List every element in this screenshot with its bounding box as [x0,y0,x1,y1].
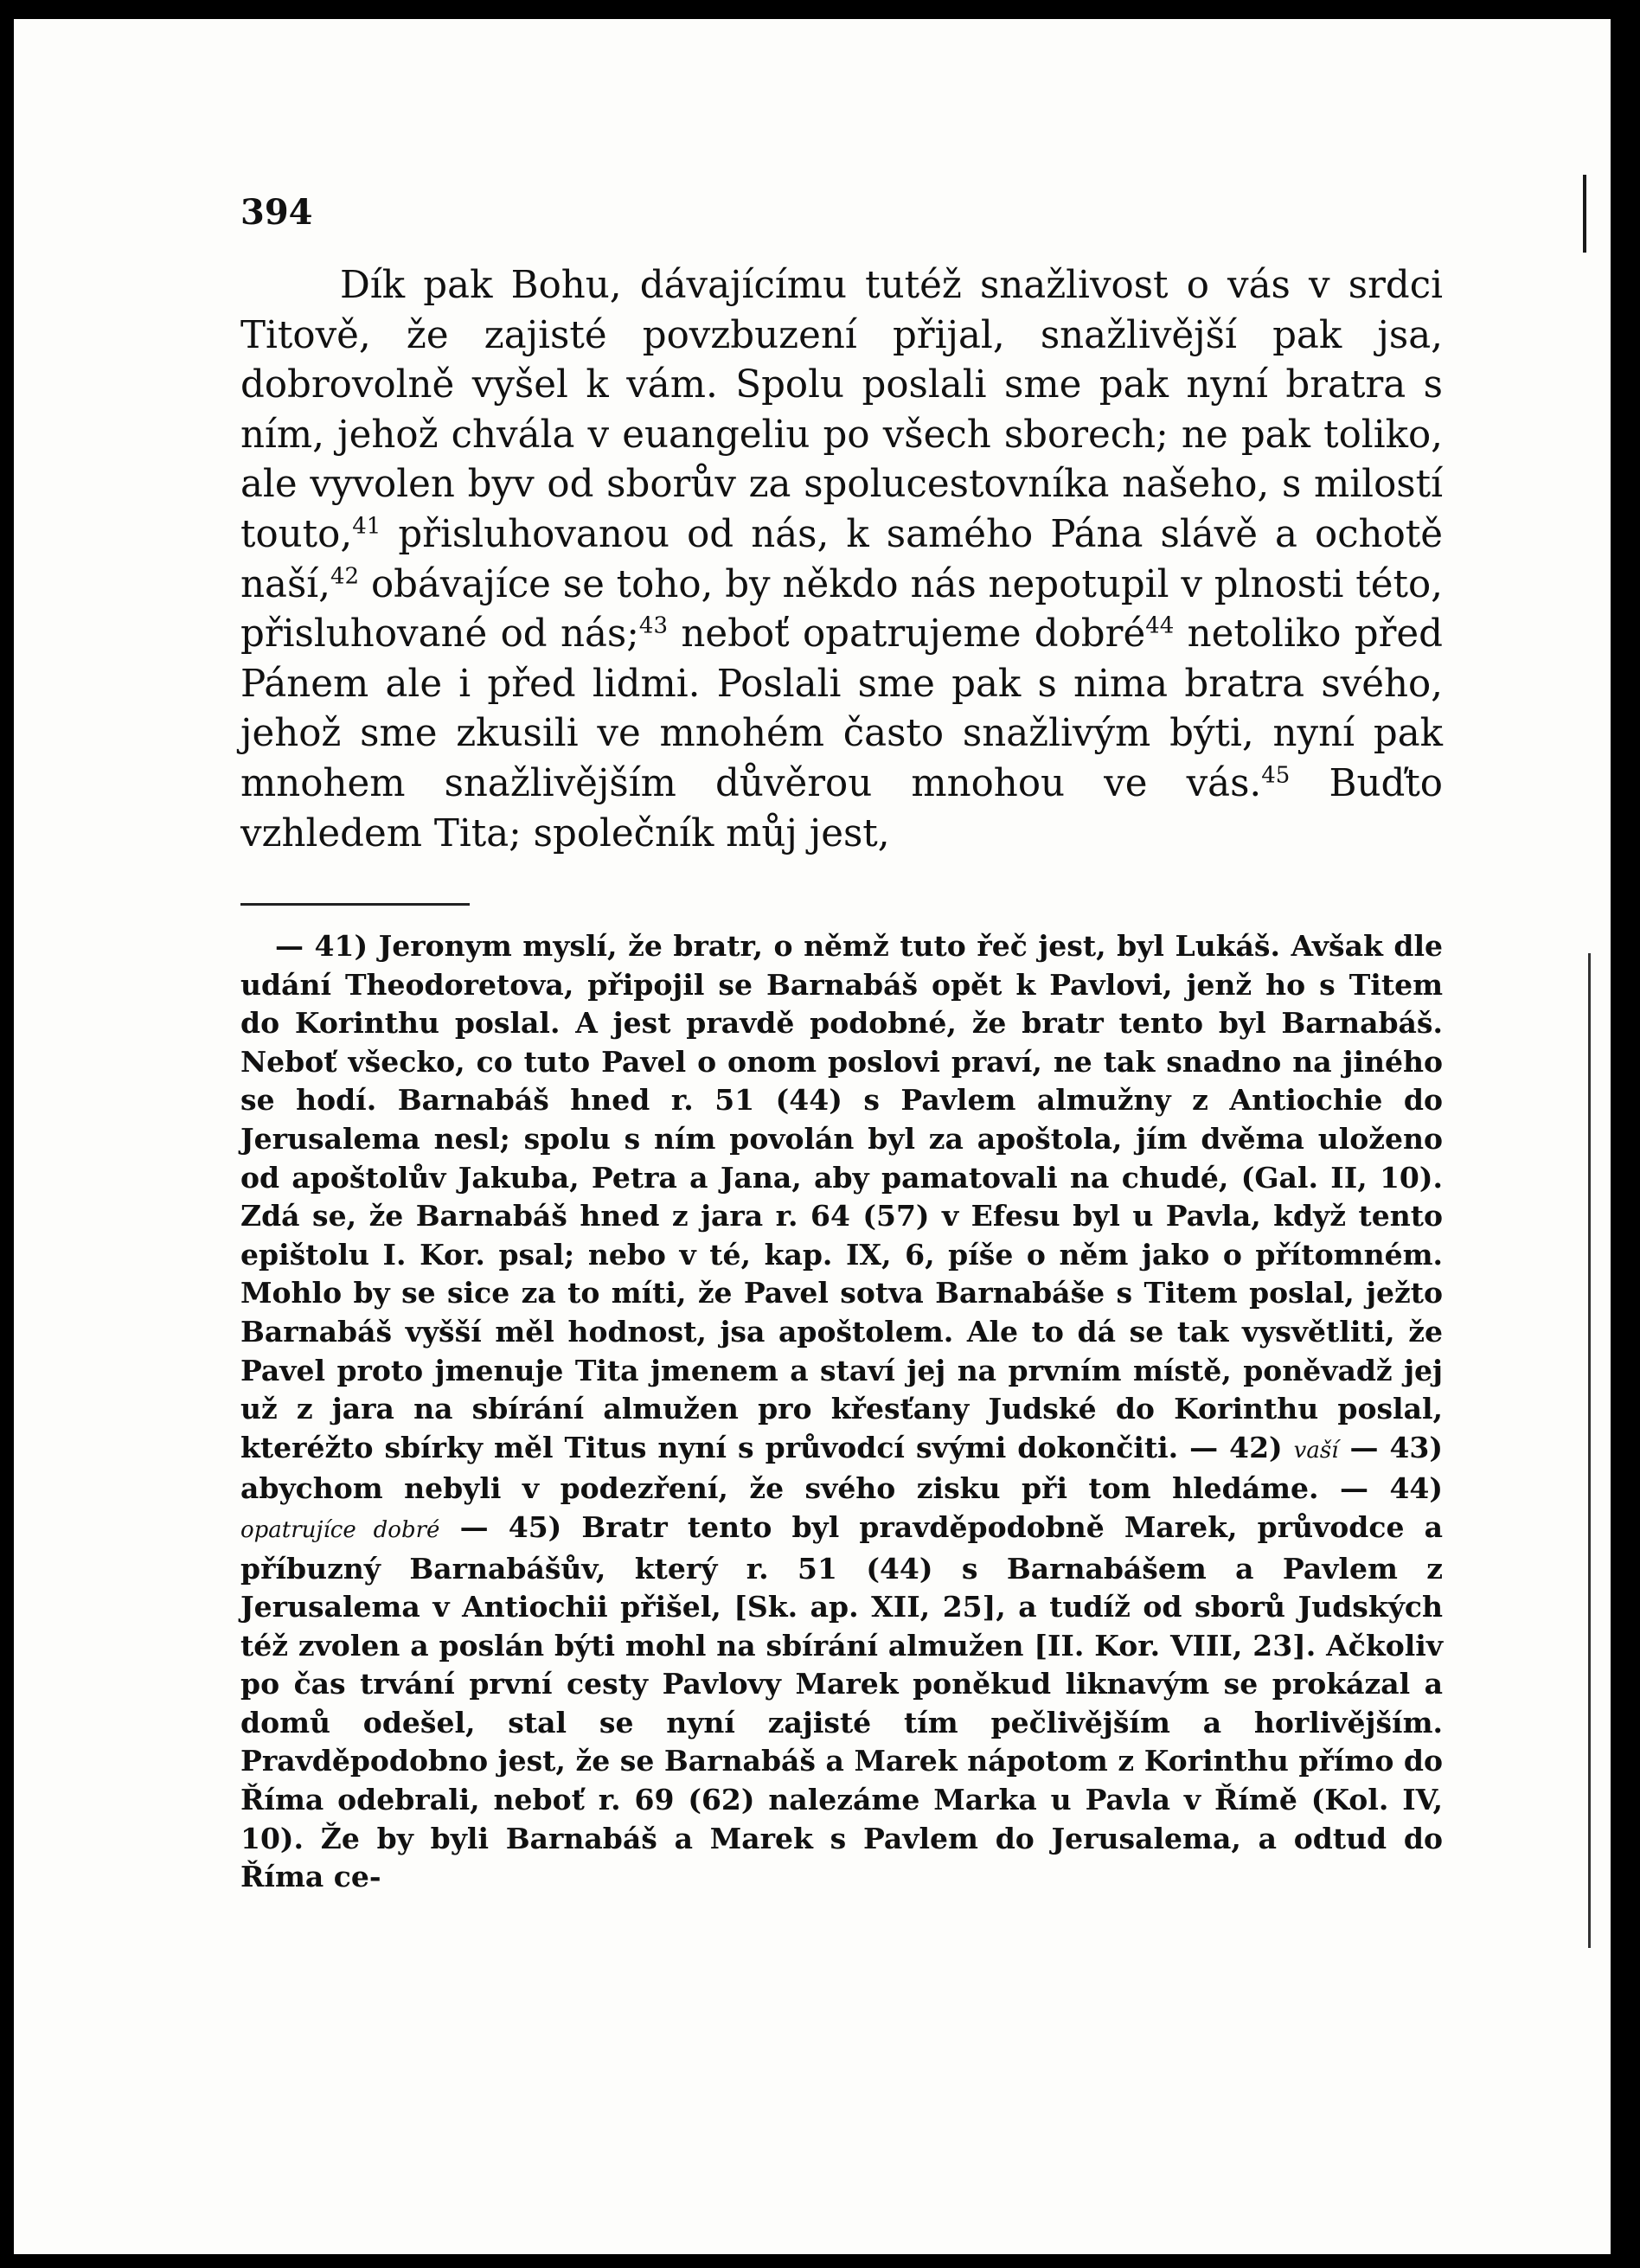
footnote-ref-42: 42 [330,563,360,590]
footnote-divider [240,903,470,906]
scanned-page [14,19,1611,2254]
footnote-ref-43: 43 [638,612,669,639]
page-edge-mark [1588,953,1591,1948]
page-edge-mark [1583,175,1586,253]
footnote-ref-41: 41 [352,513,381,540]
footnote-42-text: vaší [1293,1437,1339,1464]
footnote-ref-44: 44 [1145,612,1175,639]
footnote-ref-45: 45 [1261,762,1291,789]
main-text [240,261,1443,859]
footnote-block: — 41) Jeronym myslí, že bratr, o němž tuto řeč jest, byl Lukáš. Avšak dle udání Theodoretova, připojil se Barnabáš opět k Pavlovi, jenž ho s Titem do Korinthu poslal. A jest pravdě podobné, že bratr tento byl Barnabáš. Neboť všecko, co tuto Pavel o onom poslovi praví, ne tak snadno na jiného se hodí. Barnabáš hned r. 51 (44) s Pavlem almužny z Antiochie do Jerusalema nesl; spolu s ním povolán byl za apoštola, jím dvěma uloženo od apoštolův Jakuba, Petra a Jana, aby pamatovali na chudé, (Gal. II, 10). Zdá se, že Barnabáš hned z jara r. 64 (57) v Efesu byl u Pavla, když tento epištolu I. Kor. psal; nebo v té, kap. IX, 6, píše o něm jako o přítomném. Mohlo by se sice za to míti, že Pavel sotva Barnabáše s Titem poslal, ježto Barnabáš vyšší měl hodnost, jsa apoštolem. Ale to dá se tak vysvětliti, že Pavel proto jmenuje Tita jmenem a staví jej na prvním místě, poněvadž jej už z jara na sbírání almužen pro křesťany Judské do Korinthu poslal, kteréžto sbírky měl Titus nyní s průvodcí svými dokončiti. — 42) vaší — 43) abychom nebyli v podezření, že svého zisku při tom hledáme. — 44) opatrujíce dobré — 45) Bratr tento byl pravděpodobně Marek, průvodce a příbuzný Barnabášův, který r. 51 (44) s Barnabášem a Pavlem z Jerusalema v Antiochii přišel, [Sk. ap. XII, 25], a tudíž od sborů Judských též zvolen a poslán býti mohl na sbírání almužen [II. Kor. VIII, 23]. Ačkoliv po čas trvání první cesty Pavlovy Marek poněkud liknavým se prokázal a domů odešel, stal se nyní zajisté tím pečlivějším a horlivějším. Pravděpodobno jest, že se Barnabáš a Marek nápotom z Korinthu přímo do Říma odebrali, neboť r. 69 (62) nalezáme Marka u Pavla v Římě (Kol. IV, 10). Že by byli Barnabáš a Marek s Pavlem do Jerusalema, a odtud do Říma ce- [240,929,1444,1894]
inline-word-jest: jest, [809,811,890,855]
page-number: 394 [240,192,313,233]
footnotes [240,927,1443,1897]
inline-word-nyni: nyní [1186,363,1268,407]
footnote-44-text: opatrujíce dobré [240,1516,440,1543]
main-paragraph: Dík pak Bohu, dávajícímu tutéž snažlivost o vás v srdci Titově, že zajisté povzbuzení přijal, snažlivější pak jsa, dobrovolně vyšel k vám. Spolu poslali sme pak nyní bratra s ním, jehož chvála v euangeliu po všech sborech; ne pak toliko, ale vyvolen byv od sborův za spolucestovníka našeho, s milostí touto,$^{41}$ přisluhovanou od nás, k samého Pána slávě a ochotě naší,$^{42}$ obávajíce se toho, by někdo nás nepotupil v plnosti této, přisluhované od nás;$^{43}$ neboť opatrujeme dobré$^{44}$ netoliko před Pánem ale i před lidmi. Poslali sme pak s nima bratra svého, jehož sme zkusili ve mnohém často snažlivým býti, nyní pak mnohem snažlivějším důvěrou mnohou ve vás.$^{45}$ Buďto vzhledem Tita; společník můj jest, [240,264,1443,855]
